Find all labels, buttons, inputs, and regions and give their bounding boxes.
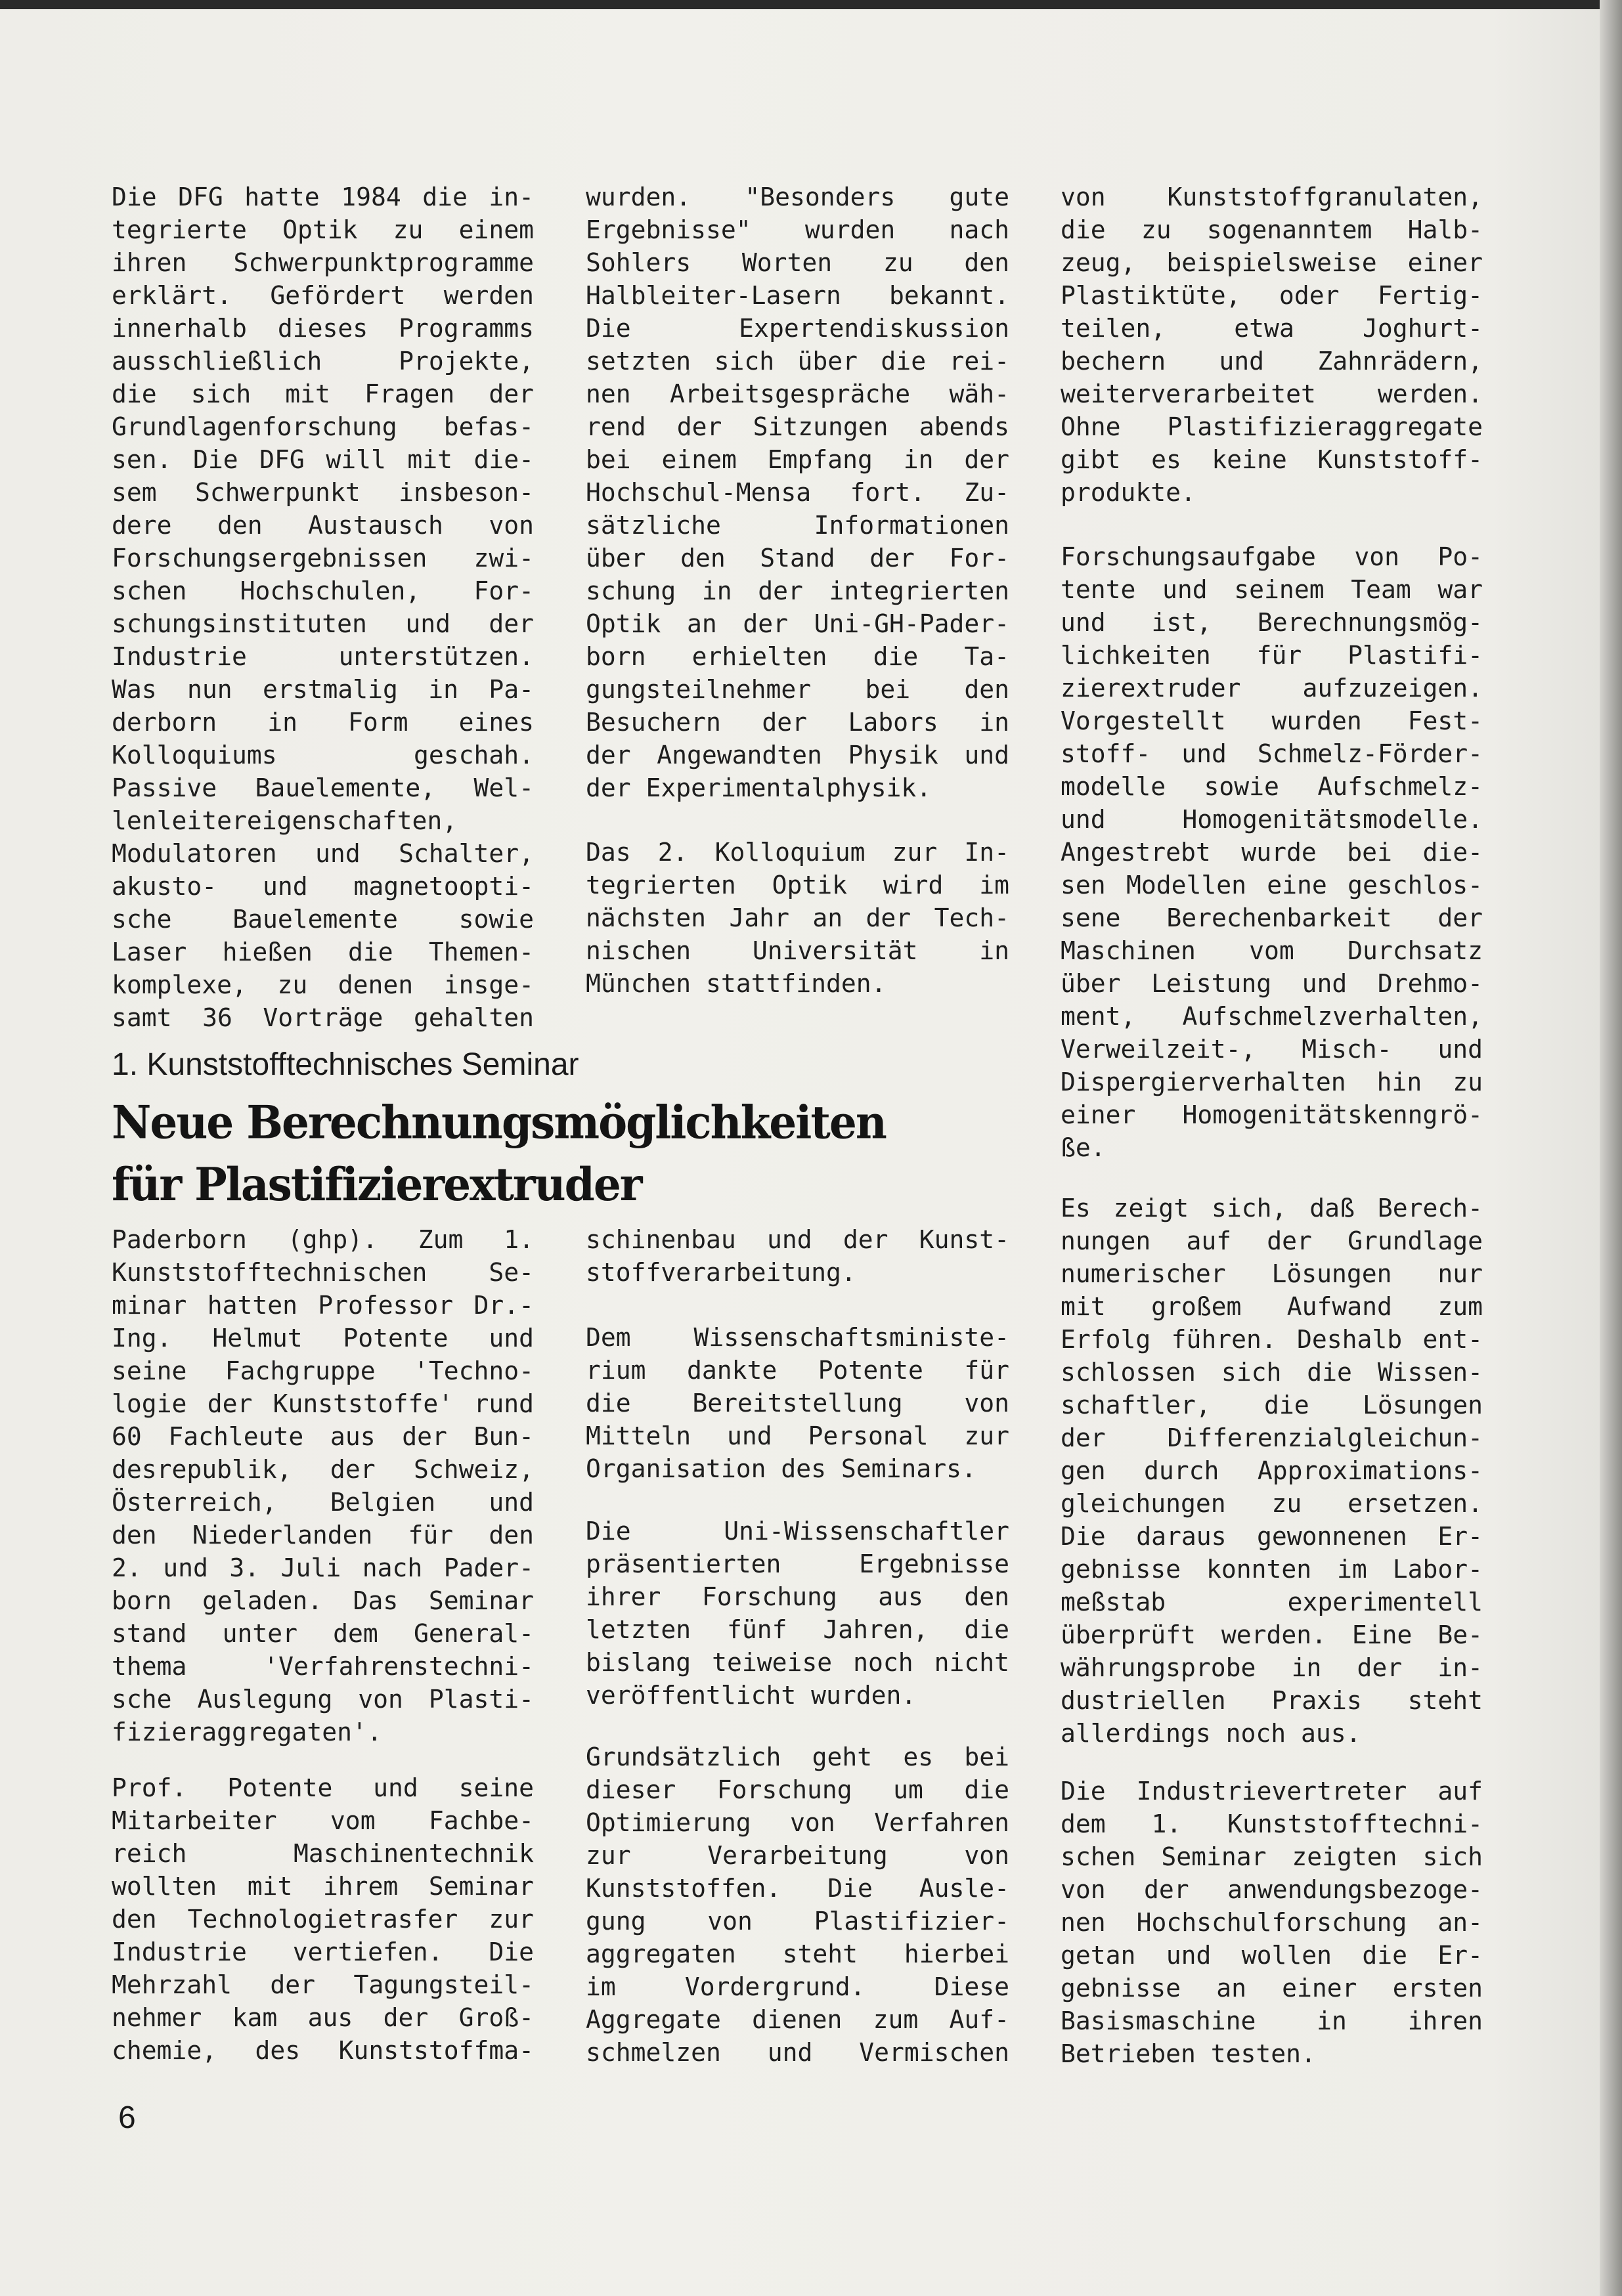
text-line: Organisation des Seminars. [586,1454,976,1483]
text-line: samt 36 Vorträge gehalten [112,1003,534,1032]
text-line: München stattfinden. [586,969,887,998]
text-line: gebnisse an einer ersten [1061,1974,1483,2003]
text-line: Optik an der Uni-GH-Pader- [586,609,1009,638]
text-line: nächsten Jahr an der Tech- [586,903,1009,932]
text-line: über Leistung und Drehmo- [1061,969,1483,998]
text-line: sche Auslegung von Plasti- [112,1685,534,1714]
text-line: Betrieben testen. [1061,2039,1316,2068]
text-line: im Vordergrund. Diese [586,1972,1009,2001]
text-line: schen Seminar zeigten sich [1061,1842,1483,1871]
text-line: rend der Sitzungen abends [586,412,1009,441]
text-line: ihren Schwerpunktprogramme [112,248,534,277]
text-line: aggregaten steht hierbei [586,1939,1009,1968]
headline [112,1091,900,1215]
text-line: die zu sogenanntem Halb- [1061,215,1483,244]
text-line: sem Schwerpunkt insbeson- [112,478,534,507]
text-line: sche Bauelemente sowie [112,905,534,934]
text-line: tegrierte Optik zu einem [112,215,534,244]
text-line: Paderborn (ghp). Zum 1. [112,1225,534,1254]
dfg-col2-para1 [586,181,1009,804]
text-line: die Bereitstellung von [586,1389,1009,1418]
text-line: 60 Fachleute aus der Bun- [112,1422,534,1451]
text-line: ment, Aufschmelzverhalten, [1061,1002,1483,1031]
text-line: lenleitereigenschaften, [112,806,458,835]
text-line: zur Verarbeitung von [586,1841,1009,1870]
text-line: 2. und 3. Juli nach Pader- [112,1553,534,1582]
text-line: setzten sich über die rei- [586,347,1009,376]
text-line: Industrie vertiefen. Die [112,1938,534,1966]
text-line: reich Maschinentechnik [112,1839,534,1868]
text-line: Forschungsaufgabe von Po- [1061,542,1483,571]
text-line: Kunststofftechnischen Se- [112,1258,534,1287]
text-line: Hochschul-Mensa fort. Zu- [586,478,1009,507]
text-line: Ing. Helmut Potente und [112,1324,534,1353]
text-line: nischen Universität in [586,936,1009,965]
text-line: weiterverarbeitet werden. [1061,379,1483,408]
paragraph [112,181,534,1034]
text-line: den Niederlanden für den [112,1521,534,1549]
text-line: den Technologietrasfer zur [112,1905,534,1934]
text-line: Grundsätzlich geht es bei [586,1743,1009,1771]
text-line: schaftler, die Lösungen [1061,1391,1483,1419]
text-line: bechern und Zahnrädern, [1061,347,1483,376]
text-line: von Kunststoffgranulaten, [1061,183,1483,211]
text-line: der Differenzialgleichun- [1061,1423,1483,1452]
text-line: thema 'Verfahrenstechni- [112,1652,534,1681]
text-line: numerischer Lösungen nur [1061,1259,1483,1288]
kicker: 1. Kunststofftechnisches Seminar [112,1047,579,1082]
text-line: getan und wollen die Er- [1061,1941,1483,1970]
text-line: gen durch Approximations- [1061,1456,1483,1485]
text-line: Sohlers Worten zu den [586,248,1009,277]
paragraph [1061,1192,1483,1750]
text-line: Prof. Potente und seine [112,1773,534,1802]
text-line: Die Industrievertreter auf [1061,1777,1483,1806]
seminar-col1-para2 [112,1771,534,2067]
text-line: zierextruder aufzuzeigen. [1061,674,1483,703]
text-line: sen Modellen eine geschlos- [1061,871,1483,899]
text-line: tegrierten Optik wird im [586,871,1009,899]
dfg-col1 [112,181,534,1034]
text-line: Mehrzahl der Tagungsteil- [112,1970,534,1999]
text-line: allerdings noch aus. [1061,1719,1361,1748]
seminar-col2-para4 [586,1741,1009,2069]
text-line: der Angewandten Physik und [586,741,1009,769]
text-line: wurden. "Besonders gute [586,183,1009,211]
text-line: born geladen. Das Seminar [112,1586,534,1615]
text-line: produkte. [1061,478,1196,507]
text-line: dustriellen Praxis steht [1061,1686,1483,1715]
seminar-col2-para3 [586,1515,1009,1712]
text-line: tente und seinem Team war [1061,575,1483,604]
text-line: Die daraus gewonnenen Er- [1061,1522,1483,1551]
text-line: schung in der integrierten [586,576,1009,605]
text-line: präsentierten Ergebnisse [586,1549,1009,1578]
text-line: schinenbau und der Kunst- [586,1225,1009,1254]
paragraph [112,1771,534,2067]
text-line: Das 2. Kolloquium zur In- [586,838,1009,867]
headline-line-2: für Plastifizierextruder [112,1157,642,1211]
text-line: Es zeigt sich, daß Berech- [1061,1194,1483,1223]
paragraph [586,181,1009,804]
text-line: überprüft werden. Eine Be- [1061,1620,1483,1649]
text-line: Basismaschine in ihren [1061,2006,1483,2035]
text-line: nehmer kam aus der Groß- [112,2003,534,2032]
text-line: ße. [1061,1133,1106,1162]
text-line: nen Arbeitsgespräche wäh- [586,379,1009,408]
text-line: veröffentlicht wurden. [586,1681,917,1710]
text-line: Ergebnisse" wurden nach [586,215,1009,244]
page-gutter-shadow [1600,0,1622,2296]
text-line: zeug, beispielsweise einer [1061,248,1483,277]
text-line: erklärt. Gefördert werden [112,281,534,310]
paragraph [1061,540,1483,1164]
text-line: schen Hochschulen, For- [112,576,534,605]
text-line: Mitteln und Personal zur [586,1421,1009,1450]
text-line: sene Berechenbarkeit der [1061,903,1483,932]
seminar-col3-para2 [1061,540,1483,1164]
text-line: Optimierung von Verfahren [586,1808,1009,1837]
text-line: Die DFG hatte 1984 die in- [112,183,534,211]
text-line: schmelzen und Vermischen [586,2038,1009,2067]
text-line: teilen, etwa Joghurt- [1061,314,1483,343]
text-line: Österreich, Belgien und [112,1488,534,1517]
text-line: Verweilzeit-, Misch- und [1061,1035,1483,1064]
text-line: und ist, Berechnungsmög- [1061,608,1483,637]
text-line: Kunststoffen. Die Ausle- [586,1874,1009,1903]
text-line: innerhalb dieses Programms [112,314,534,343]
text-line: ausschließlich Projekte, [112,347,534,376]
text-line: wollten mit ihrem Seminar [112,1872,534,1901]
text-line: Besuchern der Labors in [586,708,1009,737]
paragraph [586,1223,1009,1289]
text-line: Laser hießen die Themen- [112,938,534,966]
text-line: schungsinstituten und der [112,609,534,638]
text-line: stoff- und Schmelz-Förder- [1061,739,1483,768]
text-line: sen. Die DFG will mit die- [112,445,534,474]
text-line: seine Fachgruppe 'Techno- [112,1356,534,1385]
text-line: Dispergierverhalten hin zu [1061,1068,1483,1096]
seminar-col3-para4 [1061,1775,1483,2070]
text-line: lichkeiten für Plastifi- [1061,641,1483,670]
text-line: währungsprobe in der in- [1061,1653,1483,1682]
text-line: Maschinen vom Durchsatz [1061,936,1483,965]
text-line: Mitarbeiter vom Fachbe- [112,1806,534,1835]
paragraph [1061,1775,1483,2070]
text-line: Was nun erstmalig in Pa- [112,675,534,704]
text-line: stand unter dem General- [112,1619,534,1648]
text-line: gungsteilnehmer bei den [586,675,1009,704]
text-line: Halbleiter-Lasern bekannt. [586,281,1009,310]
text-line: gebnisse konnten im Labor- [1061,1555,1483,1584]
text-line: akusto- und magnetoopti- [112,872,534,901]
text-line: einer Homogenitätskenngrö- [1061,1100,1483,1129]
headline-line-1: Neue Berechnungsmöglichkeiten [112,1095,886,1150]
paragraph [586,836,1009,1000]
text-line: dem 1. Kunststofftechni- [1061,1809,1483,1838]
text-line: logie der Kunststoffe' rund [112,1389,534,1418]
text-line: der Experimentalphysik. [586,773,932,802]
text-line: minar hatten Professor Dr.- [112,1291,534,1320]
text-line: bislang teiweise noch nicht [586,1648,1009,1677]
text-line: modelle sowie Aufschmelz- [1061,772,1483,801]
paragraph [1061,181,1483,509]
text-line: nungen auf der Grundlage [1061,1226,1483,1255]
text-line: Dem Wissenschaftsministe- [586,1323,1009,1352]
paragraph [586,1321,1009,1485]
dfg-col2-para2 [586,836,1009,1000]
top-edge [0,0,1622,9]
page-number: 6 [118,2100,136,2135]
seminar-col2-para2 [586,1321,1009,1485]
text-line: Forschungsergebnissen zwi- [112,544,534,573]
text-line: born erhielten die Ta- [586,642,1009,671]
text-line: Industrie unterstützen. [112,642,534,671]
text-line: und Homogenitätsmodelle. [1061,805,1483,834]
text-line: die sich mit Fragen der [112,379,534,408]
text-line: Passive Bauelemente, Wel- [112,773,534,802]
text-line: meßstab experimentell [1061,1588,1483,1616]
text-line: Erfolg führen. Deshalb ent- [1061,1325,1483,1354]
text-line: rium dankte Potente für [586,1356,1009,1385]
text-line: komplexe, zu denen insge- [112,970,534,999]
text-line: dieser Forschung um die [586,1775,1009,1804]
text-line: schlossen sich die Wissen- [1061,1358,1483,1387]
paragraph [586,1515,1009,1712]
text-line: Aggregate dienen zum Auf- [586,2005,1009,2034]
text-line: stoffverarbeitung. [586,1258,856,1287]
text-line: fizieraggregaten'. [112,1718,382,1746]
seminar-col2-para1 [586,1223,1009,1289]
text-line: von der anwendungsbezoge- [1061,1875,1483,1904]
text-line: Kolloquiums geschah. [112,741,534,769]
text-line: letzten fünf Jahren, die [586,1615,1009,1644]
text-line: Modulatoren und Schalter, [112,839,534,868]
text-line: Die Expertendiskussion [586,314,1009,343]
text-line: derborn in Form eines [112,708,534,737]
text-line: gung von Plastifizier- [586,1907,1009,1936]
text-line: nen Hochschulforschung an- [1061,1908,1483,1937]
text-line: Die Uni-Wissenschaftler [586,1517,1009,1546]
text-line: Plastiktüte, oder Fertig- [1061,281,1483,310]
text-line: sätzliche Informationen [586,511,1009,540]
text-line: dere den Austausch von [112,511,534,540]
text-line: desrepublik, der Schweiz, [112,1455,534,1484]
text-line: Vorgestellt wurden Fest- [1061,706,1483,735]
text-line: Grundlagenforschung befas- [112,412,534,441]
text-line: mit großem Aufwand zum [1061,1292,1483,1321]
paragraph [112,1223,534,1748]
paragraph [586,1741,1009,2069]
text-line: gleichungen zu ersetzen. [1061,1489,1483,1518]
text-line: Ohne Plastifizieraggregate [1061,412,1483,441]
seminar-col1-para1 [112,1223,534,1748]
text-line: gibt es keine Kunststoff- [1061,445,1483,474]
text-line: Angestrebt wurde bei die- [1061,838,1483,867]
seminar-col3-para1 [1061,181,1483,509]
text-line: bei einem Empfang in der [586,445,1009,474]
text-line: ihrer Forschung aus den [586,1582,1009,1611]
seminar-col3-para3 [1061,1192,1483,1750]
text-line: chemie, des Kunststoffma- [112,2036,534,2065]
text-line: über den Stand der For- [586,544,1009,573]
